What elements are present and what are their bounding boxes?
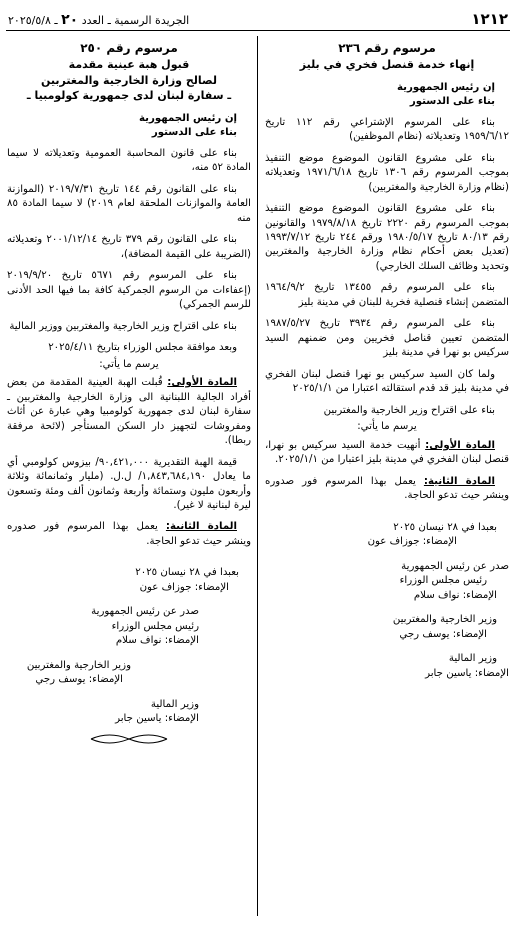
clause-1: بناء على المرسوم الإشتراعي رقم ١١٢ تاريخ ١٩٥٩/٦/١٢ وتعديلاته (نظام الموظفين)	[265, 116, 509, 143]
prime-minister-signature: الإمضاء: نواف سلام	[413, 589, 497, 601]
page-header	[6, 6, 510, 31]
clause-3: بناء على القانون رقم ٣٧٩ تاريخ ٢٠٠١/١٢/١٤ وتعديلاته (الضريبة على القيمة المضافة)،	[7, 234, 251, 260]
decree-number: مرسوم رقم ٢٥٠	[80, 41, 178, 55]
prime-minister-signature: الإمضاء: نواف سلام	[115, 635, 199, 647]
constitution-line: بناء على الدستور	[409, 96, 495, 108]
finance-minister-title: وزير المالية	[448, 653, 497, 665]
decree-title-line-1: قبول هبة عينية مقدمة	[68, 58, 190, 72]
foreign-minister-signature: الإمضاء: يوسف رجي	[399, 628, 487, 640]
decree-title-line-3: ـ سفارة لبنان لدى جمهورية كولومبيا ـ	[26, 89, 232, 103]
article-1-text: قُبلت الهبة العينية المقدمة من بعض أفراد الجالية اللبنانية الى وزارة الخارجية والمغتربين ـ سفارة لبنان لدى جمهورية كولومبيا وهي عبارة عن أثاث ومفروشات لتجهيز دار السكن المستأجر (لائحة مرفقة ربطا).	[7, 377, 251, 447]
foreign-minister-title: وزير الخارجية والمغتربين	[26, 659, 131, 671]
clause-4: بناء على المرسوم رقم ١٣٤٥٥ تاريخ ١٩٦٤/٩/٢ المتضمن إنشاء قنصلية فخرية للبنان في مدينة بليز	[265, 282, 509, 308]
clause-3: بناء على مشروع القانون الموضوع موضع التنفيذ بموجب المرسوم رقم ٢٢٢٠ تاريخ ١٩٧٩/٨/١٨ والقانونين رقم ٨٠/١٣ تاريخ ١٩٨٠/٥/١٧ ورقم ٢٤٤ تاريخ ١٩٩٣/٧/١٢ (تعديل بعض أحكام نظام وزارة الخارجية والمغتربين وتحديد وظائف السلك الخارجي)	[265, 203, 510, 272]
president-line: إن رئيس الجمهورية	[397, 81, 495, 93]
finance-minister-title: وزير المالية	[150, 698, 199, 710]
article-1-label: المادة الأولى:	[425, 439, 495, 451]
foreign-minister-signature: الإمضاء: يوسف رجي	[35, 674, 123, 686]
article-1-label: المادة الأولى:	[167, 377, 237, 389]
issue-number: ٢٠	[61, 12, 79, 28]
president-signature: الإمضاء: جوزاف عون	[139, 581, 229, 593]
article-1	[265, 439, 509, 468]
signing-date: بعبدا في ٢٨ نيسان ٢٠٢٥	[393, 521, 497, 533]
article-1-text: أنهيت خدمة السيد سركيس بو نهرا، قنصل لبنان الفخري في مدينة بليز اعتبارا من ٢٠٢٥/١/١.	[265, 439, 509, 466]
article-2-text: يعمل بهذا المرسوم فور صدوره وينشر حيث تدعو الحاجة.	[7, 521, 251, 547]
finance-minister-signature: الإمضاء: ياسين جابر	[115, 713, 199, 725]
clause-6: ولما كان السيد سركيس بو نهرا قنصل لبنان الفخري في مدينة بليز قد قدم استقالته اعتبارا من ٢٠٢٥/١/١	[265, 368, 509, 395]
president-line: إن رئيس الجمهورية	[139, 112, 237, 124]
column-divider	[257, 36, 258, 916]
decrees-line: يرسم ما يأتي:	[99, 358, 159, 370]
issued-by-president: صدر عن رئيس الجمهورية	[401, 560, 509, 572]
end-ornament	[89, 733, 169, 745]
president-signature: الإمضاء: جوزاف عون	[367, 536, 457, 548]
constitution-line: بناء على الدستور	[151, 127, 237, 139]
clause-4: بناء على المرسوم رقم ٥٦٧١ تاريخ ٢٠١٩/٩/٢٠ (إعفاءات من الرسوم الجمركية كافة بما فيها الحد الأدنى للرسم الجمركي)	[7, 270, 251, 311]
article-2	[265, 475, 509, 504]
foreign-minister-title: وزير الخارجية والمغتربين	[392, 614, 497, 626]
decree-number: مرسوم رقم ٢٣٦	[338, 41, 436, 55]
article-2-label: المادة الثانية:	[423, 475, 495, 487]
decree-title: إنهاء خدمة قنصل فخري في بليز	[299, 58, 475, 72]
decree-236-column	[265, 40, 509, 681]
clause-2: بناء على القانون رقم ١٤٤ تاريخ ٢٠١٩/٧/٣١ (الموازنة العامة والموازنات الملحقة لعام ٢٠١٩) لا سيما المادة ٨٥ منه	[7, 183, 251, 224]
issued-by-president: صدر عن رئيس الجمهورية	[91, 606, 199, 618]
gazette-issue-line: الجريدة الرسمية ـ العدد ٢٠ ـ ٢٠٢٥/٥/٨	[8, 12, 190, 28]
prime-minister-title: رئيس مجلس الوزراء	[111, 620, 199, 632]
issue-date: ٢٠٢٥/٥/٨	[8, 14, 51, 27]
page-number: ١٢١٢	[471, 10, 508, 28]
gazette-prefix: الجريدة الرسمية ـ العدد	[81, 14, 190, 27]
article-1	[7, 376, 251, 448]
article-2	[7, 520, 251, 549]
gift-value: قيمة الهبة التقديرية ٩٠,٤٢١,٠٠٠/ بيزوس كولومبي أي ما يعادل ١,٨٤٣,٦٨٤,١٩٠/ ل.ل. (مليار وثمانمائة وثلاثة وأربعون مليون وستمائة وأربعة وثمانون ألف ومئة وتسعون ليرة لبنانية لا غير).	[7, 456, 251, 511]
finance-minister-signature: الإمضاء: ياسين جابر	[425, 667, 509, 679]
decrees-line: يرسم ما يأتي:	[357, 421, 417, 433]
decree-title-line-2: لصالح وزارة الخارجية والمغتربين	[41, 73, 217, 87]
clause-1: بناء على قانون المحاسبة العمومية وتعديلاته لا سيما المادة ٥٢ منه،	[7, 147, 251, 174]
clause-2: بناء على مشروع القانون الموضوع موضع التنفيذ بموجب المرسوم رقم ١٣٠٦ تاريخ ١٩٧١/٦/١٨ وتعديلاته (نظام وزارة الخارجية والمغتربين)	[265, 152, 510, 193]
clause-6: وبعد موافقة مجلس الوزراء بتاريخ ٢٠٢٥/٤/١١	[48, 342, 237, 354]
article-2-text: يعمل بهذا المرسوم فور صدوره وينشر حيث تدعو الحاجة.	[265, 475, 509, 502]
clause-7: بناء على اقتراح وزير الخارجية والمغتربين	[323, 404, 495, 416]
signing-date: بعبدا في ٢٨ نيسان ٢٠٢٥	[135, 567, 239, 579]
decree-250-column	[7, 40, 251, 745]
article-2-label: المادة الثانية:	[165, 521, 237, 533]
clause-5: بناء على المرسوم رقم ٣٩٣٤ تاريخ ١٩٨٧/٥/٢٧ المتضمن تعيين قناصل فخريين ومن ضمنهم السيد سركيس بو نهرا في مدينة بليز	[265, 318, 509, 359]
clause-5: بناء على اقتراح وزير الخارجية والمغتربين ووزير المالية	[9, 320, 237, 332]
prime-minister-title: رئيس مجلس الوزراء	[399, 575, 487, 587]
